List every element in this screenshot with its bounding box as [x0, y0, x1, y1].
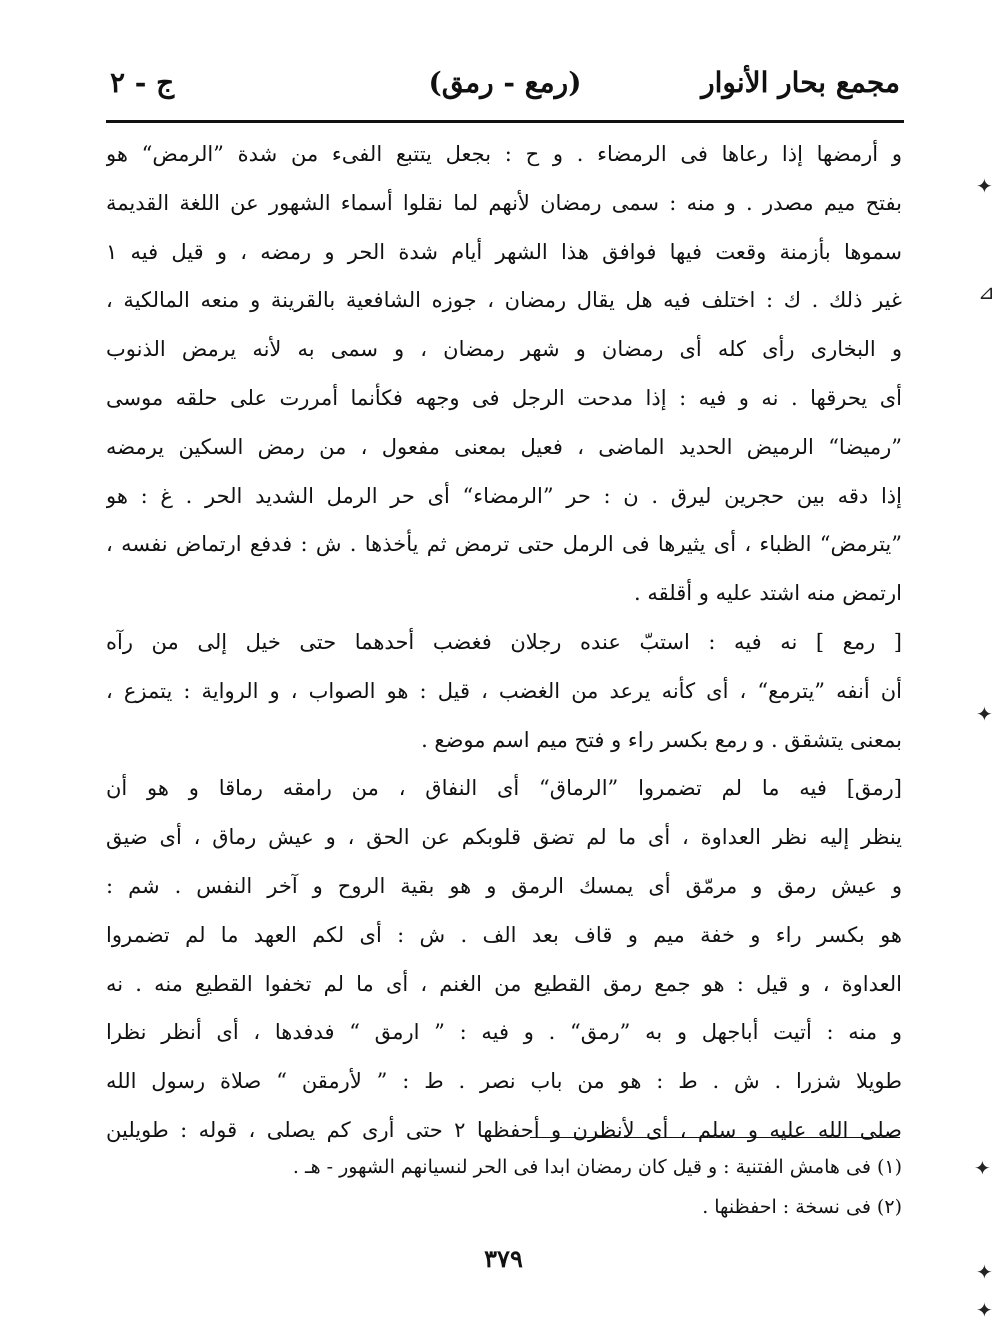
registration-mark-icon: ✦ — [976, 1298, 993, 1322]
entry-line-ramaq: [رمق] فيه ما لم تضمروا ”الرماق“ أى النفاق ، من رامقه رماقا و هو أن — [106, 776, 902, 801]
registration-mark-icon: ✦ — [976, 174, 993, 198]
text-line: ”يترمض“ الظباء ، أى يثيرها فى الرمل حتى ترمض ثم يأخذها . ش : فدفع ارتماض نفسه ، — [106, 532, 902, 557]
text-line: إذا دقه بين حجرين ليرق . ن : حر ”الرمضاء“ أى حر الرمل الشديد الحر . غ : هو — [106, 483, 902, 508]
text-line: أى يحرقها . نه و فيه : إذا مدحت الرجل فى وجهه فكأنما أمررت على حلقه موسى — [106, 385, 902, 410]
text-line: غير ذلك . ك : اختلف فيه هل يقال رمضان ، جوزه الشافعية بالقرينة و منعه المالكية ، — [106, 288, 902, 313]
book-title: مجمع بحار الأنوار — [701, 66, 900, 99]
text-line: صلى الله عليه و سلم ، أى لأنظرن و أحفظها ٢ حتى أرى كم يصلى ، قوله : طويلين — [106, 1117, 902, 1142]
section-heading: (رمع - رمق) — [428, 66, 582, 99]
registration-mark-icon: ⊿ — [978, 280, 995, 304]
text-line: و عيش رمق و مرمّق أى يمسك الرمق و هو بقية الروح و آخر النفس . شم : — [106, 873, 902, 898]
footnotes — [200, 1147, 902, 1227]
footnote-2: (٢) فى نسخة : احفظنها . — [702, 1196, 902, 1218]
footnote-rule — [530, 1137, 900, 1138]
text-line: العداوة ، و قيل : هو جمع رمق القطيع من الغنم ، أى ما لم تخفوا القطيع منه . نه — [106, 971, 902, 996]
header-rule — [106, 120, 904, 123]
entry-line-ramaa: [ رمع ] نه فيه : استبّ عنده رجلان فغضب أحدهما حتى خيل إلى من رآه — [106, 629, 902, 654]
registration-mark-icon: ✦ — [974, 1156, 991, 1180]
registration-mark-icon: ✦ — [976, 1260, 993, 1284]
main-text — [106, 130, 902, 1155]
text-line: طويلا شزرا . ش . ط : هو من باب نصر . ط : ” لأرمقن “ صلاة رسول الله — [106, 1069, 902, 1094]
text-line: سموها بأزمنة وقعت فيها فوافق هذا الشهر أيام شدة الحر و رمضه ، و قيل فيه ١ — [106, 239, 902, 264]
page-number: ٣٧٩ — [484, 1244, 523, 1273]
text-line: و البخارى رأى كله أى رمضان و شهر رمضان ، و سمى به لأنه يرمض الذنوب — [106, 337, 902, 362]
text-line: ارتمض منه اشتد عليه و أقلقه . — [634, 581, 902, 606]
text-line: بفتح ميم مصدر . و منه : سمى رمضان لأنهم لما نقلوا أسماء الشهور عن اللغة القديمة — [106, 190, 902, 215]
registration-mark-icon: ✦ — [976, 702, 993, 726]
text-line: ”رميضا“ الرميض الحديد الماضى ، فعيل بمعنى مفعول ، من رمض السكين يرمضه — [106, 434, 902, 459]
running-head — [110, 62, 900, 112]
text-line: و منه : أتيت أباجهل و به ”رمق“ . و فيه : ” ارمق “ فدفدها ، أى أنظر نظرا — [106, 1020, 902, 1045]
text-line: هو بكسر راء و خفة ميم و قاف بعد الف . ش : أى لكم العهد ما لم تضمروا — [106, 922, 902, 947]
volume-number: ج - ٢ — [110, 66, 175, 99]
text-line: أن أنفه ”يترمع“ ، أى كأنه يرعد من الغضب ، قيل : هو الصواب ، و الرواية : يتمزع ، — [106, 678, 902, 703]
text-line: ينظر إليه نظر العداوة ، أى ما لم تضق قلوبكم عن الحق ، و عيش رماق ، أى ضيق — [106, 825, 902, 850]
text-line: و أرمضها إذا رعاها فى الرمضاء . و ح : بجعل يتتبع الفىء من شدة ”الرمض“ هو — [106, 142, 902, 166]
footnote-1: (١) فى هامش الفتنية : و قيل كان رمضان ابدا فى الحر لنسيانهم الشهور - هـ . — [292, 1156, 902, 1178]
text-line: بمعنى يتشقق . و رمع بكسر راء و فتح ميم اسم موضع . — [421, 727, 902, 752]
